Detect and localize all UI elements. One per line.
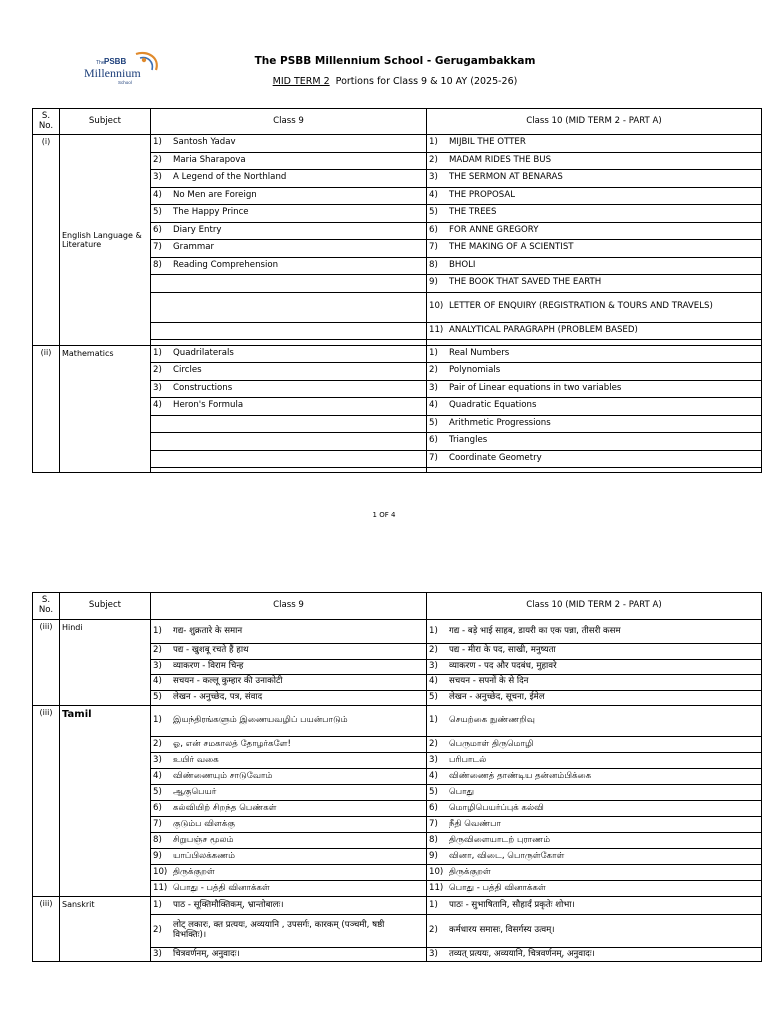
class10-topic: விண்ணைத் தாண்டிய தன்னம்பிக்கை	[449, 770, 592, 781]
class10-topic: Triangles	[449, 435, 488, 446]
class10-topic: LETTER OF ENQUIRY (REGISTRATION & TOURS AND TRAVELS)	[449, 301, 713, 312]
table-row: 7) Coordinate Geometry	[33, 450, 762, 468]
class10-topic: THE TREES	[449, 207, 497, 218]
class9-topic: Diary Entry	[173, 224, 222, 235]
class9-topic: இயந்திரங்களும் இணையவழிப் பயன்பாடும்	[173, 715, 348, 726]
class9-topic: யாப்பிலக்கணம்	[173, 850, 236, 861]
subtitle-rest: Portions for Class 9 & 10 AY (2025-26)	[329, 76, 518, 87]
col-class10-header: Class 10 (MID TERM 2 - PART A)	[427, 109, 762, 135]
class9-topic: चित्रवर्णनम्, अनुवादः।	[173, 948, 240, 959]
portions-table-page1	[32, 108, 762, 473]
table-row: 10) திருக்குறள் 10) திருக்குறள்	[33, 865, 762, 881]
table-row: 7) குடும்ப விளக்கு 7) நீதி வெண்பா	[33, 817, 762, 833]
class10-topic: गद्य - बड़े भाई साहब, डायरी का एक पन्ना, तीसरी कसम	[449, 625, 621, 636]
subject-hindi: Hindi	[60, 620, 151, 706]
class9-topic: Santosh Yadav	[173, 137, 236, 148]
document-subtitle	[230, 76, 560, 87]
svg-text:Millennium: Millennium	[84, 66, 141, 80]
class9-topic: गद्य- शुक्रतारे के समान	[173, 625, 243, 636]
class9-topic: ஓ, என் சமகாலத் தோழர்களே!	[173, 738, 291, 749]
col-class9-header: Class 9	[151, 593, 427, 620]
table-row: 8) Reading Comprehension 8) BHOLI	[33, 257, 762, 275]
class9-topic: Quadrilaterals	[173, 347, 234, 358]
class10-topic: செயற்கை நுண்ணறிவு	[449, 715, 535, 726]
class9-topic: The Happy Prince	[173, 207, 249, 218]
class9-topic: ஆகுபெயர்	[173, 786, 217, 797]
page-number: 1 OF 4	[372, 511, 396, 519]
table-row: 3) உயிர் வகை 3) பரிபாடல்	[33, 753, 762, 769]
class10-topic: पाठः - सुभाषितानि, सौहार्दं प्रकृतेः शोभा।	[449, 899, 575, 910]
table-row: 11) பொது - பத்தி வினாக்கள் 11) பொது - பத்தி வினாக்கள்	[33, 881, 762, 897]
class9-topic: पद्य - खुशबू रचते हैं हाथ	[173, 645, 249, 656]
table-row: 5) The Happy Prince 5) THE TREES	[33, 205, 762, 223]
table-row: (iii) Hindi 1) गद्य- शुक्रतारे के समान 1) गद्य - बड़े भाई साहब, डायरी का एक पन्ना, तीसरी कसम	[33, 620, 762, 644]
sno-sanskrit: (iii)	[33, 897, 60, 962]
table-row: 11) ANALYTICAL PARAGRAPH (PROBLEM BASED)	[33, 322, 762, 339]
table-row: (ii) Mathematics 1) Quadrilaterals 1) Real Numbers	[33, 345, 762, 363]
table-row: 6) Triangles	[33, 433, 762, 451]
class9-topic: Reading Comprehension	[173, 259, 279, 270]
class10-topic: व्याकरण - पद और पदबंध, मुहावरे	[449, 660, 557, 671]
subject-sanskrit: Sanskrit	[60, 897, 151, 962]
class10-topic: BHOLI	[449, 259, 476, 270]
class10-topic: लेखन - अनुच्छेद, सूचना, ईमेल	[449, 691, 545, 702]
col-sno-header: S. No.	[33, 109, 60, 135]
portions-table-page2	[32, 592, 762, 962]
table-row: (i) English Language & Literature 1) Santosh Yadav 1) MIJBIL THE OTTER	[33, 135, 762, 153]
svg-text:The: The	[96, 60, 105, 66]
class10-topic: THE SERMON AT BENARAS	[449, 172, 563, 183]
table-row: 3) Constructions 3) Pair of Linear equations in two variables	[33, 380, 762, 398]
svg-text:School: School	[118, 80, 132, 85]
class10-topic: பெருமாள் திருமொழி	[449, 738, 534, 749]
table-row: 6) Diary Entry 6) FOR ANNE GREGORY	[33, 222, 762, 240]
table-row: 10) LETTER OF ENQUIRY (REGISTRATION & TOURS AND TRAVELS)	[33, 292, 762, 322]
class10-topic: Quadratic Equations	[449, 400, 537, 411]
class9-topic: விண்ணையும் சாடுவோம்	[173, 770, 273, 781]
subject-maths: Mathematics	[60, 345, 151, 473]
table-row: 4) விண்ணையும் சாடுவோம் 4) விண்ணைத் தாண்டிய தன்னம்பிக்கை	[33, 769, 762, 785]
class10-topic: திருவிளையாடற் புராணம்	[449, 834, 551, 845]
table-header-row	[33, 109, 762, 135]
sno-tamil: (iii)	[33, 706, 60, 897]
class9-topic: கல்வியிற் சிறந்த பெண்கள்	[173, 802, 277, 813]
col-sno-header: S. No.	[33, 593, 60, 620]
class10-topic: வினா, விடை, பொருள்கோள்	[449, 850, 565, 861]
school-logo	[78, 48, 168, 90]
class10-topic: MADAM RIDES THE BUS	[449, 154, 552, 165]
table-row: 5) लेखन - अनुच्छेद, पत्र, संवाद 5) लेखन - अनुच्छेद, सूचना, ईमेल	[33, 690, 762, 706]
table-row: 5) ஆகுபெயர் 5) பொது	[33, 785, 762, 801]
table-row: 8) சிறுபஞ்ச மூலம் 8) திருவிளையாடற் புராணம்	[33, 833, 762, 849]
table-row: 4) Heron's Formula 4) Quadratic Equations	[33, 398, 762, 416]
table-row: (iii) Sanskrit 1) पाठ - सूक्तिमौक्तिकम्, भ्रान्तोबालः। 1) पाठः - सुभाषितानि, सौहार्दं प्रकृतेः शोभा।	[33, 897, 762, 915]
class9-topic: व्याकरण - विराम चिन्ह	[173, 660, 244, 671]
class10-topic: THE MAKING OF A SCIENTIST	[449, 242, 574, 253]
class9-topic: பொது - பத்தி வினாக்கள்	[173, 882, 270, 893]
class9-topic: लोट् लकारः, क्त प्रत्ययः, अव्ययानि , उपसर्गः, कारकम् (पञ्चमी, षष्ठी विभक्तिः)।	[173, 920, 385, 940]
class10-topic: Arithmetic Progressions	[449, 417, 551, 428]
class10-topic: பொது	[449, 786, 475, 797]
table-header-row	[33, 593, 762, 620]
class9-topic: सचयन - कल्लू कुम्हार की उनाकोटी	[173, 676, 283, 687]
col-subject-header: Subject	[60, 593, 151, 620]
col-class10-header: Class 10 (MID TERM 2 - PART A)	[427, 593, 762, 620]
class10-topic: सचयन - सपनों के से दिन	[449, 676, 529, 687]
class10-topic: நீதி வெண்பா	[449, 818, 502, 829]
class10-topic: Polynomials	[449, 365, 501, 376]
class9-topic: சிறுபஞ்ச மூலம்	[173, 834, 234, 845]
class10-topic: FOR ANNE GREGORY	[449, 224, 539, 235]
table-row: 2) लोट् लकारः, क्त प्रत्ययः, अव्ययानि , उपसर्गः, कारकम् (पञ्चमी, षष्ठी विभक्तिः)। 2) कर्मधारय समासः, विसर्गस्य उत्वम्।	[33, 915, 762, 948]
class10-topic: Pair of Linear equations in two variables	[449, 382, 622, 393]
table-row: (iii) Tamil 1) இயந்திரங்களும் இணையவழிப் பயன்பாடும் 1) செயற்கை நுண்ணறிவு	[33, 706, 762, 737]
class10-topic: कर्मधारय समासः, विसर्गस्य उत्वम्।	[449, 925, 555, 936]
class10-topic: THE BOOK THAT SAVED THE EARTH	[449, 277, 602, 288]
table-row: 5) Arithmetic Progressions	[33, 415, 762, 433]
class9-topic: पाठ - सूक्तिमौक्तिकम्, भ्रान्तोबालः।	[173, 899, 284, 910]
sno-english: (i)	[33, 135, 60, 346]
class9-topic: Maria Sharapova	[173, 154, 246, 165]
col-class9-header: Class 9	[151, 109, 427, 135]
svg-text:PSBB: PSBB	[104, 57, 127, 66]
class9-topic: திருக்குறள்	[173, 866, 215, 877]
sno-hindi: (iii)	[33, 620, 60, 706]
class10-topic: ANALYTICAL PARAGRAPH (PROBLEM BASED)	[449, 324, 638, 335]
class9-topic: No Men are Foreign	[173, 189, 257, 200]
class10-topic: Real Numbers	[449, 347, 510, 358]
class10-topic: பொது - பத்தி வினாக்கள்	[449, 882, 546, 893]
table-row: 3) A Legend of the Northland 3) THE SERMON AT BENARAS	[33, 170, 762, 188]
table-row: 2) Maria Sharapova 2) MADAM RIDES THE BUS	[33, 152, 762, 170]
table-row: 2) ஓ, என் சமகாலத் தோழர்களே! 2) பெருமாள் திருமொழி	[33, 737, 762, 753]
subject-tamil: Tamil	[60, 706, 151, 897]
table-row: 7) Grammar 7) THE MAKING OF A SCIENTIST	[33, 240, 762, 258]
class9-topic: Constructions	[173, 382, 233, 393]
table-row: 3) व्याकरण - विराम चिन्ह 3) व्याकरण - पद और पदबंध, मुहावरे	[33, 659, 762, 675]
col-subject-header: Subject	[60, 109, 151, 135]
class9-topic: Circles	[173, 365, 202, 376]
table-row: 2) पद्य - खुशबू रचते हैं हाथ 2) पद्य - मीरा के पद, साखी, मनुष्यता	[33, 644, 762, 660]
class9-topic: Heron's Formula	[173, 400, 244, 411]
document-title: The PSBB Millennium School - Gerugambakkam	[254, 55, 536, 67]
class9-topic: Grammar	[173, 242, 215, 253]
class10-topic: तव्यत् प्रत्ययः, अव्ययानि, चित्रवर्णनम्, अनुवादः।	[449, 948, 595, 959]
table-row: 4) No Men are Foreign 4) THE PROPOSAL	[33, 187, 762, 205]
subtitle-term: MID TERM 2	[272, 76, 330, 87]
sno-maths: (ii)	[33, 345, 60, 473]
table-row: 9) யாப்பிலக்கணம் 9) வினா, விடை, பொருள்கோள்	[33, 849, 762, 865]
table-row: 3) चित्रवर्णनम्, अनुवादः। 3) तव्यत् प्रत्ययः, अव्ययानि, चित्रवर्णनम्, अनुवादः।	[33, 948, 762, 962]
table-row: 4) सचयन - कल्लू कुम्हार की उनाकोटी 4) सचयन - सपनों के से दिन	[33, 675, 762, 691]
table-row: 2) Circles 2) Polynomials	[33, 363, 762, 381]
class9-topic: A Legend of the Northland	[173, 172, 287, 183]
class10-topic: पद्य - मीरा के पद, साखी, मनुष्यता	[449, 645, 556, 656]
class9-topic: குடும்ப விளக்கு	[173, 818, 235, 829]
class10-topic: பரிபாடல்	[449, 754, 487, 765]
class10-topic: Coordinate Geometry	[449, 452, 542, 463]
class10-topic: மொழிபெயர்ப்புக் கல்வி	[449, 802, 544, 813]
subject-english: English Language & Literature	[60, 135, 151, 346]
table-row: 9) THE BOOK THAT SAVED THE EARTH	[33, 275, 762, 293]
class10-topic: MIJBIL THE OTTER	[449, 137, 526, 148]
class9-topic: लेखन - अनुच्छेद, पत्र, संवाद	[173, 691, 263, 702]
class9-topic: உயிர் வகை	[173, 754, 219, 765]
table-row: 6) கல்வியிற் சிறந்த பெண்கள் 6) மொழிபெயர்ப்புக் கல்வி	[33, 801, 762, 817]
class10-topic: THE PROPOSAL	[449, 189, 516, 200]
class10-topic: திருக்குறள்	[449, 866, 491, 877]
